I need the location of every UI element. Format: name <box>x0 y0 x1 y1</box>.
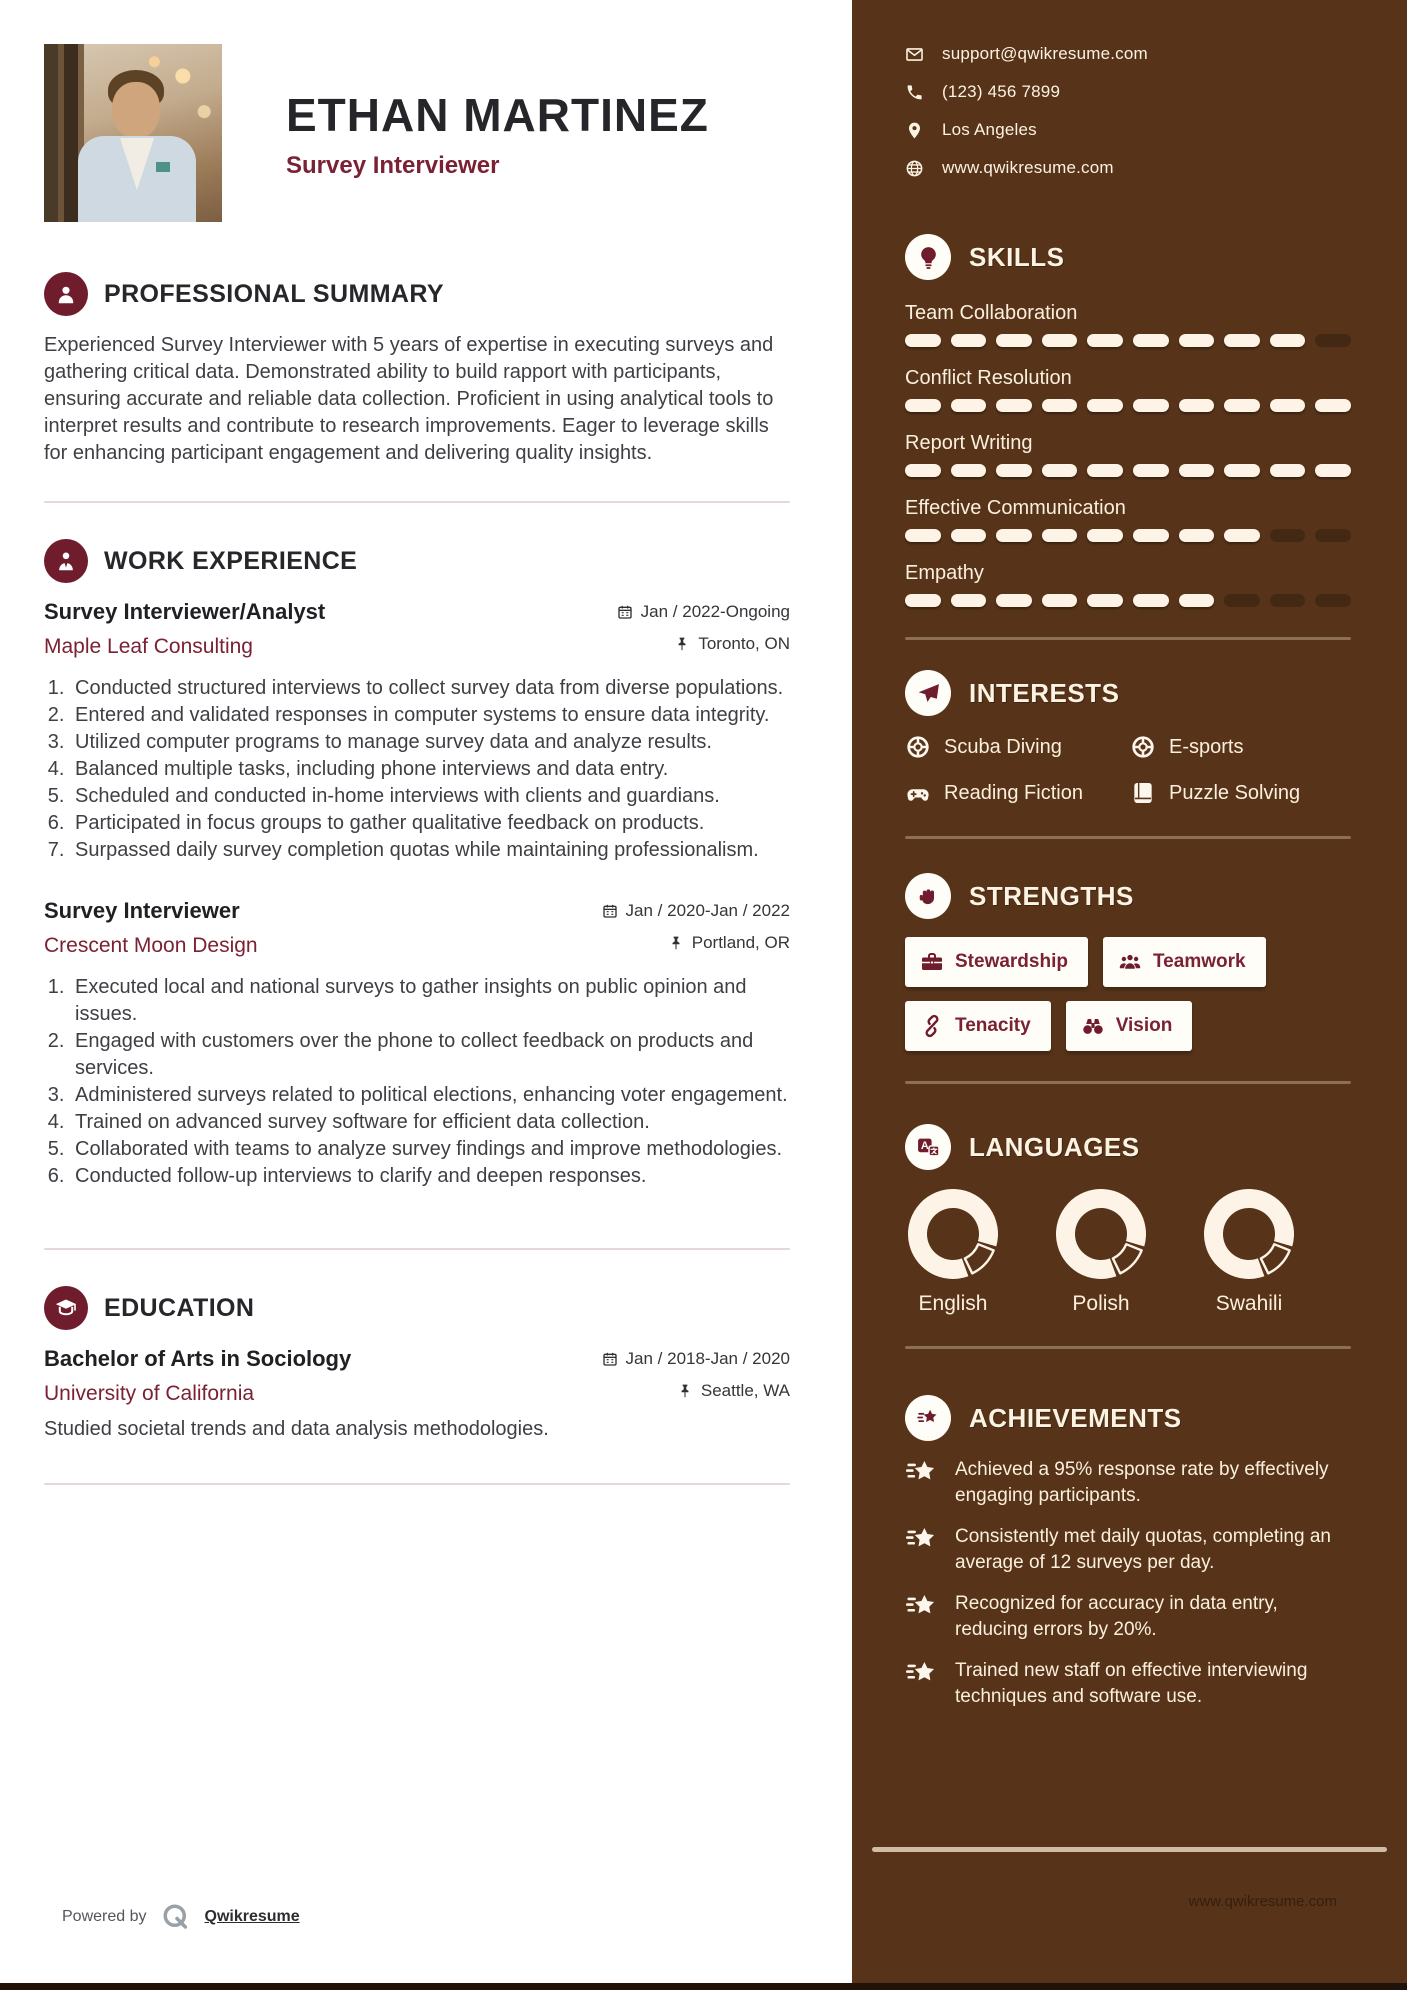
calendar-icon <box>617 604 633 620</box>
skill-level-bar <box>905 464 1351 477</box>
achievements-heading: ACHIEVEMENTS <box>969 1402 1182 1433</box>
paper-plane-icon <box>916 681 941 706</box>
skill-item <box>905 302 1351 347</box>
interests-section-header <box>905 670 1351 716</box>
interest-item <box>1130 734 1351 760</box>
skill-dash-filled <box>1270 464 1306 477</box>
strength-chip <box>905 937 1088 987</box>
name-block <box>286 88 709 222</box>
interests-section <box>905 670 1351 806</box>
languages-section-header <box>905 1124 1351 1170</box>
chain-icon <box>920 1014 944 1038</box>
shooting-star-icon <box>905 1656 939 1690</box>
strengths-badge <box>905 873 951 919</box>
skill-dash-filled <box>1087 399 1123 412</box>
skill-dash-filled <box>951 529 987 542</box>
shooting-star-icon <box>905 1455 939 1489</box>
job-bullet: 3. Utilized computer programs to manage survey data and analyze results. <box>70 729 790 756</box>
divider <box>44 1248 790 1250</box>
education-section-header <box>44 1286 790 1330</box>
svg-text:A: A <box>920 1139 929 1152</box>
skill-dash-filled <box>905 464 941 477</box>
skill-label: Empathy <box>905 562 984 584</box>
job-header <box>44 898 790 958</box>
skill-level-bar <box>905 594 1351 607</box>
profile-photo <box>44 44 222 222</box>
skill-dash-filled <box>1224 334 1260 347</box>
job-date-row <box>617 602 790 622</box>
skill-dash-filled <box>951 399 987 412</box>
job-entry <box>44 898 790 1190</box>
skill-dash-filled <box>1270 399 1306 412</box>
job-location-row <box>674 634 790 654</box>
interest-label: E-sports <box>1169 735 1244 758</box>
achievement-item <box>905 1524 1351 1576</box>
language-label: Polish <box>1072 1292 1130 1315</box>
achievement-text: Recognized for accuracy in data entry, reducing errors by 20%. <box>955 1593 1278 1640</box>
skill-dash-filled <box>996 594 1032 607</box>
skill-label: Effective Communication <box>905 497 1126 519</box>
skill-dash-filled <box>1133 529 1169 542</box>
skill-dash-filled <box>1224 529 1260 542</box>
job-date: Jan / 2022-Ongoing <box>640 602 790 621</box>
education-section <box>44 1286 790 1441</box>
skill-dash-filled <box>1042 399 1078 412</box>
skill-dash-filled <box>951 594 987 607</box>
job-bullet-list <box>44 974 790 1190</box>
job-bullet: 5. Scheduled and conducted in-home interviews with clients and guardians. <box>70 783 790 810</box>
sidebar-divider <box>905 1081 1351 1084</box>
skill-item <box>905 367 1351 412</box>
education-description: Studied societal trends and data analysis methodologies. <box>44 1418 549 1440</box>
skill-dash-filled <box>1133 594 1169 607</box>
strengths-section-header <box>905 873 1351 919</box>
pushpin-icon <box>668 935 684 951</box>
binoculars-icon <box>1081 1014 1105 1038</box>
pin-icon <box>905 121 924 140</box>
work-experience-section <box>44 539 790 1190</box>
job-location: Portland, OR <box>691 933 790 952</box>
interest-item <box>905 734 1130 760</box>
skills-section <box>905 234 1351 607</box>
summary-text: Experienced Survey Interviewer with 5 years of expertise in executing surveys and gathering critical data. Demonstrated ability to build rapport with participants, ensuring accurate and reliable data collection. Proficient in using analytical tools to interpret results and contribute to research improvements. Eager to leverage skills for enhancing participant engagement and delivering quality insights. <box>44 334 774 464</box>
skill-label: Report Writing <box>905 432 1033 454</box>
achievement-item <box>905 1658 1351 1710</box>
skill-dash-empty <box>1270 529 1306 542</box>
skill-dash-filled <box>1133 334 1169 347</box>
skill-dash-filled <box>996 334 1032 347</box>
education-date-row <box>602 1349 790 1369</box>
contact-text: support@qwikresume.com <box>942 44 1148 63</box>
interests-heading: INTERESTS <box>969 677 1120 708</box>
job-bullet: 1. Conducted structured interviews to collect survey data from diverse populations. <box>70 675 790 702</box>
languages-list <box>905 1186 1351 1316</box>
strength-chip <box>1103 937 1266 987</box>
sidebar-divider <box>905 836 1351 839</box>
qwikresume-link[interactable]: Qwikresume <box>204 1908 300 1925</box>
language-label: Swahili <box>1215 1292 1283 1315</box>
job-date: Jan / 2020-Jan / 2022 <box>625 901 790 920</box>
skill-dash-filled <box>1179 594 1215 607</box>
achievements-list <box>905 1457 1351 1710</box>
work-heading: WORK EXPERIENCE <box>104 546 358 575</box>
strength-label: Stewardship <box>955 951 1068 972</box>
divider <box>44 1483 790 1485</box>
contact-text: www.qwikresume.com <box>942 158 1114 177</box>
skill-dash-empty <box>1315 334 1351 347</box>
fist-icon <box>916 884 941 909</box>
skill-dash-filled <box>1087 594 1123 607</box>
job-location: Toronto, ON <box>698 634 790 653</box>
languages-section <box>905 1124 1351 1316</box>
pushpin-icon <box>677 1383 693 1399</box>
skill-dash-filled <box>1133 399 1169 412</box>
education-heading: EDUCATION <box>104 1293 255 1322</box>
graduate-icon <box>54 1296 78 1320</box>
skill-dash-filled <box>1315 399 1351 412</box>
skill-item <box>905 562 1351 607</box>
skill-dash-filled <box>905 529 941 542</box>
skill-dash-empty <box>1315 529 1351 542</box>
job-bullet: 6. Conducted follow-up interviews to clarify and deepen responses. <box>70 1163 790 1190</box>
strengths-heading: STRENGTHS <box>969 880 1134 911</box>
job-company: Crescent Moon Design <box>44 934 258 957</box>
skills-heading: SKILLS <box>969 241 1065 272</box>
contact-row[interactable] <box>905 120 1351 140</box>
strengths-section <box>905 873 1351 1051</box>
skill-dash-filled <box>996 399 1032 412</box>
interest-item <box>1130 780 1351 806</box>
sidebar-divider <box>905 637 1351 640</box>
strengths-list <box>905 937 1351 1051</box>
skill-item <box>905 432 1351 477</box>
skill-dash-filled <box>1087 334 1123 347</box>
achievements-section <box>905 1395 1351 1710</box>
skill-dash-filled <box>905 399 941 412</box>
skills-list <box>905 302 1351 607</box>
person-tie-icon <box>54 549 78 573</box>
achievement-item <box>905 1457 1351 1509</box>
person-name: ETHAN MARTINEZ <box>286 89 709 141</box>
calendar-icon <box>602 1351 618 1367</box>
summary-badge <box>44 272 88 316</box>
job-bullet: 2. Entered and validated responses in computer systems to ensure data integrity. <box>70 702 790 729</box>
lifebuoy-icon <box>1130 734 1156 760</box>
sidebar-bottom-divider <box>872 1847 1387 1852</box>
skill-dash-filled <box>1224 464 1260 477</box>
achievement-item <box>905 1591 1351 1643</box>
language-item <box>905 1186 1053 1316</box>
job-bullet: 5. Collaborated with teams to analyze survey findings and improve methodologies. <box>70 1136 790 1163</box>
strength-label: Tenacity <box>955 1015 1031 1036</box>
phone-icon <box>905 83 924 102</box>
contact-row[interactable] <box>905 82 1351 102</box>
skill-dash-filled <box>1087 529 1123 542</box>
skill-label: Conflict Resolution <box>905 367 1072 389</box>
job-header <box>44 599 790 659</box>
skill-dash-filled <box>1224 399 1260 412</box>
language-item <box>1201 1186 1349 1316</box>
skill-level-bar <box>905 334 1351 347</box>
skill-dash-filled <box>1042 464 1078 477</box>
education-header-row <box>44 1346 790 1406</box>
summary-heading: PROFESSIONAL SUMMARY <box>104 279 444 308</box>
interest-label: Scuba Diving <box>944 735 1062 758</box>
skill-level-bar <box>905 529 1351 542</box>
skill-dash-filled <box>1270 334 1306 347</box>
skill-dash-filled <box>1179 464 1215 477</box>
watermark-url: www.qwikresume.com <box>1188 1893 1337 1910</box>
achievement-text: Consistently met daily quotas, completing an average of 12 surveys per day. <box>955 1526 1331 1573</box>
person-job-title: Survey Interviewer <box>286 152 500 179</box>
interest-label: Puzzle Solving <box>1169 781 1301 804</box>
education-location-row <box>677 1381 790 1401</box>
globe-icon <box>905 159 924 178</box>
achievement-text: Achieved a 95% response rate by effectively engaging participants. <box>955 1459 1329 1506</box>
contact-section <box>905 44 1351 178</box>
skill-dash-filled <box>951 334 987 347</box>
achievements-badge <box>905 1395 951 1441</box>
education-date: Jan / 2018-Jan / 2020 <box>625 1349 790 1368</box>
skills-badge <box>905 234 951 280</box>
contact-text: Los Angeles <box>942 120 1037 139</box>
calendar-icon <box>602 903 618 919</box>
strength-chip <box>905 1001 1051 1051</box>
work-badge <box>44 539 88 583</box>
gamepad-icon <box>905 780 931 806</box>
skill-dash-filled <box>905 334 941 347</box>
education-entry <box>44 1346 790 1441</box>
skill-dash-filled <box>1315 464 1351 477</box>
sidebar <box>852 0 1407 1990</box>
identity-header <box>44 44 790 222</box>
job-bullet: 4. Balanced multiple tasks, including phone interviews and data entry. <box>70 756 790 783</box>
job-date-row <box>602 901 790 921</box>
powered-by-label: Powered by <box>62 1908 147 1925</box>
achievement-text: Trained new staff on effective interviewing techniques and software use. <box>955 1660 1308 1707</box>
translate-icon <box>916 1135 941 1160</box>
book-icon <box>1130 780 1156 806</box>
skill-dash-filled <box>1133 464 1169 477</box>
professional-summary-section <box>44 272 790 467</box>
star-badge-icon <box>916 1406 941 1431</box>
team-icon <box>1118 950 1142 974</box>
skill-level-bar <box>905 399 1351 412</box>
job-bullet: 3. Administered surveys related to political elections, enhancing voter engagement. <box>70 1082 790 1109</box>
sidebar-divider <box>905 1346 1351 1349</box>
skill-label: Team Collaboration <box>905 302 1078 324</box>
strength-chip <box>1066 1001 1193 1051</box>
briefcase-icon <box>920 950 944 974</box>
contact-row[interactable] <box>905 44 1351 64</box>
strength-label: Vision <box>1115 1015 1173 1036</box>
job-bullet: 7. Surpassed daily survey completion quotas while maintaining professionalism. <box>70 837 790 864</box>
job-meta <box>617 599 790 654</box>
photo-pocket-square-shape <box>156 162 170 172</box>
strength-label: Teamwork <box>1152 951 1246 972</box>
skill-dash-filled <box>1042 334 1078 347</box>
job-bullet: 2. Engaged with customers over the phone to collect feedback on products and services. <box>70 1028 790 1082</box>
q-logo-icon <box>161 1902 191 1932</box>
interests-badge <box>905 670 951 716</box>
divider <box>44 501 790 503</box>
work-section-header <box>44 539 790 583</box>
job-title: Survey Interviewer <box>44 898 240 923</box>
interest-item <box>905 780 1130 806</box>
skill-dash-filled <box>996 529 1032 542</box>
skill-dash-filled <box>951 464 987 477</box>
education-degree: Bachelor of Arts in Sociology <box>44 1346 352 1371</box>
job-bullet: 1. Executed local and national surveys to gather insights on public opinion and issues. <box>70 974 790 1028</box>
photo-head-shape <box>112 82 160 138</box>
skill-dash-empty <box>1315 594 1351 607</box>
language-label: English <box>918 1292 988 1315</box>
job-company: Maple Leaf Consulting <box>44 635 253 658</box>
education-meta <box>602 1346 790 1401</box>
job-left <box>44 599 325 659</box>
person-icon <box>54 282 78 306</box>
skill-dash-filled <box>1042 594 1078 607</box>
contact-text: (123) 456 7899 <box>942 82 1061 101</box>
skill-dash-empty <box>1224 594 1260 607</box>
lifebuoy-icon <box>905 734 931 760</box>
skill-item <box>905 497 1351 542</box>
education-location: Seattle, WA <box>700 1381 790 1400</box>
skill-dash-filled <box>1179 529 1215 542</box>
envelope-icon <box>905 45 924 64</box>
shooting-star-icon <box>905 1589 939 1623</box>
language-donut-chart <box>1201 1186 1297 1282</box>
skill-dash-filled <box>1087 464 1123 477</box>
education-left <box>44 1346 351 1406</box>
education-badge <box>44 1286 88 1330</box>
summary-section-header <box>44 272 790 316</box>
job-entry <box>44 599 790 864</box>
job-meta <box>602 898 790 953</box>
languages-heading: LANGUAGES <box>969 1131 1140 1162</box>
interest-label: Reading Fiction <box>944 781 1083 804</box>
shooting-star-icon <box>905 1522 939 1556</box>
job-title: Survey Interviewer/Analyst <box>44 599 326 624</box>
language-item <box>1053 1186 1201 1316</box>
contact-row[interactable] <box>905 158 1351 178</box>
skill-dash-filled <box>1042 529 1078 542</box>
achievements-section-header <box>905 1395 1351 1441</box>
job-bullet: 6. Participated in focus groups to gather qualitative feedback on products. <box>70 810 790 837</box>
skill-dash-filled <box>996 464 1032 477</box>
education-school: University of California <box>44 1382 255 1405</box>
lightbulb-icon <box>916 245 941 270</box>
job-bullet-list <box>44 675 790 864</box>
skill-dash-empty <box>1270 594 1306 607</box>
skill-dash-filled <box>1179 334 1215 347</box>
powered-by-footer <box>62 1902 300 1932</box>
skill-dash-filled <box>1179 399 1215 412</box>
skill-dash-filled <box>905 594 941 607</box>
language-donut-chart <box>905 1186 1001 1282</box>
job-bullet: 4. Trained on advanced survey software for efficient data collection. <box>70 1109 790 1136</box>
language-donut-chart <box>1053 1186 1149 1282</box>
interests-list <box>905 734 1351 806</box>
job-location-row <box>668 933 790 953</box>
job-left <box>44 898 258 958</box>
pushpin-icon <box>674 636 690 652</box>
skills-section-header <box>905 234 1351 280</box>
languages-badge <box>905 1124 951 1170</box>
